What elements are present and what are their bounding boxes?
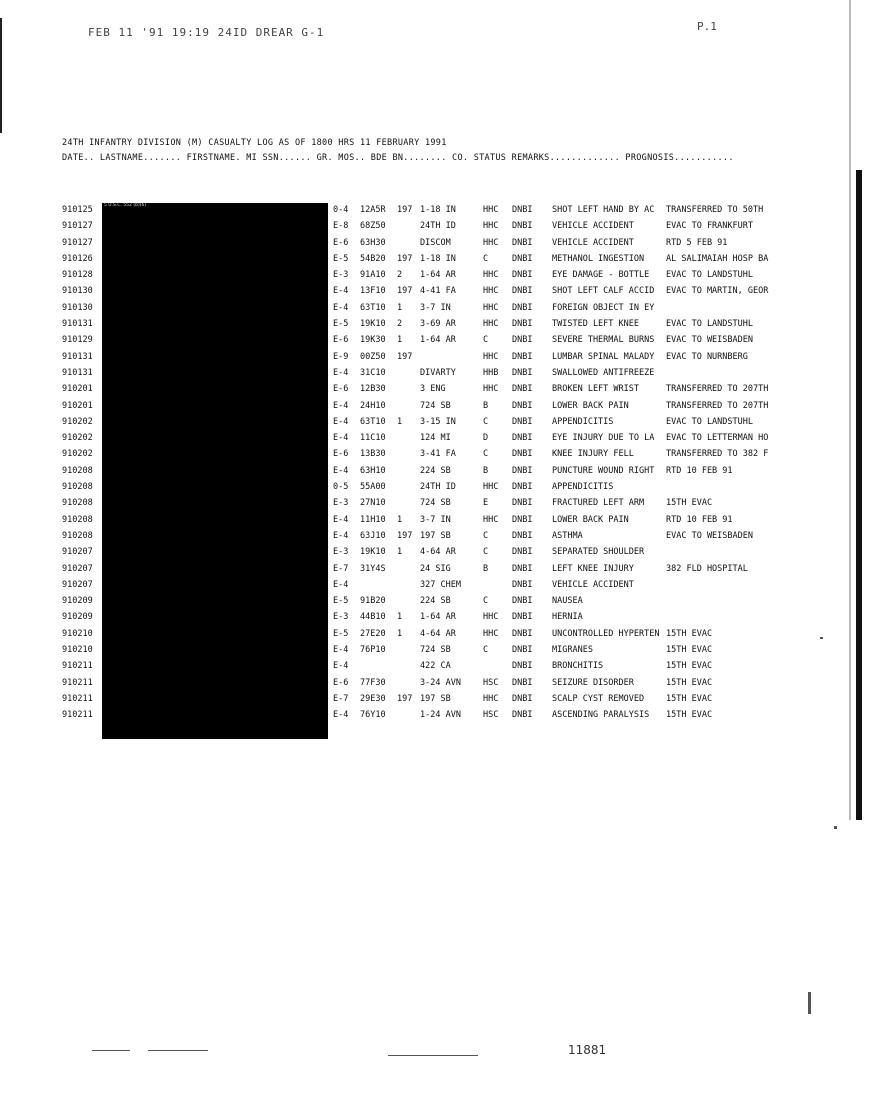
cell-mos: 19K10 (360, 547, 386, 558)
cell-mos: 13B30 (360, 449, 386, 460)
cell-gr: E-3 (333, 612, 349, 623)
cell-mos: 31C10 (360, 367, 386, 378)
cell-co: HSC (483, 677, 499, 688)
cell-status: DNBI (512, 400, 533, 411)
cell-bn: 197 SB (420, 693, 451, 704)
cell-mos: 77F30 (360, 677, 386, 688)
cell-gr: E-5 (333, 319, 349, 330)
cell-bde: 197 (397, 693, 413, 704)
cell-co: HHC (483, 351, 499, 362)
cell-mos: 27N10 (360, 498, 386, 509)
cell-gr: 0-4 (333, 205, 349, 215)
cell-bn: 3-7 IN (420, 302, 451, 313)
cell-status: DNBI (512, 270, 533, 281)
cell-co: HHC (483, 628, 499, 639)
cell-gr: E-4 (333, 661, 349, 672)
cell-co: HHC (483, 286, 499, 297)
cell-gr: E-6 (333, 449, 349, 460)
cell-remarks: MIGRANES (552, 645, 593, 656)
cell-remarks: KNEE INJURY FELL (552, 449, 634, 460)
cell-prognosis: EVAC TO MARTIN, GEOR (666, 286, 769, 297)
cell-bn: 4-64 AR (420, 628, 456, 639)
cell-remarks: LOWER BACK PAIN (552, 514, 629, 525)
right-page-edge (849, 0, 851, 820)
cell-co: C (483, 253, 489, 264)
cell-gr: E-3 (333, 498, 349, 509)
cell-prognosis: TRANSFERRED TO 207TH (666, 400, 769, 411)
cell-bn: 1-24 AVN (420, 710, 461, 721)
cell-prognosis: RTD 10 FEB 91 (666, 465, 733, 476)
cell-bn: 1-18 IN (420, 205, 456, 215)
cell-bn: 124 MI (420, 433, 451, 444)
cell-co: HSC (483, 710, 499, 721)
scan-speck (808, 992, 811, 1014)
cell-remarks: SEVERE THERMAL BURNS (552, 335, 655, 346)
cell-date: 910209 (62, 612, 93, 623)
cell-co: HHC (483, 237, 499, 248)
cell-mos: 19K30 (360, 335, 386, 346)
cell-date: 910207 (62, 563, 93, 574)
cell-date: 910208 (62, 465, 93, 476)
cell-bde: 2 (397, 319, 403, 330)
cell-prognosis: 15TH EVAC (666, 710, 713, 721)
cell-status: DNBI (512, 579, 533, 590)
cell-date: 910127 (62, 221, 93, 232)
cell-bn: 3 ENG (420, 384, 446, 395)
cell-co: C (483, 416, 489, 427)
left-page-edge (0, 18, 2, 133)
cell-gr: E-3 (333, 270, 349, 281)
cell-remarks: LOWER BACK PAIN (552, 400, 629, 411)
cell-bn: 3-41 FA (420, 449, 456, 460)
cell-remarks: TWISTED LEFT KNEE (552, 319, 639, 330)
cell-status: DNBI (512, 596, 533, 607)
cell-prognosis: 15TH EVAC (666, 645, 713, 656)
cell-status: DNBI (512, 482, 533, 493)
cell-bn: 1-64 AR (420, 612, 456, 623)
cell-bn: 724 SB (420, 645, 451, 656)
cell-prognosis: EVAC TO WEISBADEN (666, 335, 753, 346)
cell-remarks: HERNIA (552, 612, 583, 623)
cell-gr: E-6 (333, 335, 349, 346)
cell-remarks: VEHICLE ACCIDENT (552, 237, 634, 248)
cell-date: 910202 (62, 449, 93, 460)
cell-bn: 197 SB (420, 530, 451, 541)
cell-bde: 2 (397, 270, 403, 281)
cell-date: 910201 (62, 400, 93, 411)
cell-prognosis: TRANSFERRED TO 382 F (666, 449, 769, 460)
cell-status: DNBI (512, 319, 533, 330)
cell-remarks: SHOT LEFT CALF ACCID (552, 286, 655, 297)
cell-co: B (483, 563, 489, 574)
cell-remarks: UNCONTROLLED HYPERTEN (552, 628, 660, 639)
cell-bn: 3-7 IN (420, 514, 451, 525)
cell-date: 910208 (62, 498, 93, 509)
cell-status: DNBI (512, 286, 533, 297)
cell-co: C (483, 645, 489, 656)
cell-prognosis: EVAC TO LANDSTUHL (666, 416, 753, 427)
cell-status: DNBI (512, 547, 533, 558)
cell-co: HHC (483, 270, 499, 281)
cell-gr: E-7 (333, 693, 349, 704)
scan-speck (92, 1050, 130, 1051)
cell-bde: 197 (397, 530, 413, 541)
cell-date: 910125 (62, 205, 93, 215)
cell-gr: E-4 (333, 302, 349, 313)
cell-bn: 422 CA (420, 661, 451, 672)
cell-bde: 1 (397, 416, 403, 427)
cell-mos: 13F10 (360, 286, 386, 297)
cell-gr: E-5 (333, 596, 349, 607)
cell-status: DNBI (512, 416, 533, 427)
cell-date: 910208 (62, 530, 93, 541)
cell-prognosis: TRANSFERRED TO 207TH (666, 384, 769, 395)
cell-prognosis: 15TH EVAC (666, 677, 713, 688)
cell-remarks: FRACTURED LEFT ARM (552, 498, 645, 509)
cell-date: 910129 (62, 335, 93, 346)
cell-gr: E-5 (333, 628, 349, 639)
cell-co: HHC (483, 514, 499, 525)
cell-gr: E-4 (333, 433, 349, 444)
cell-prognosis: 15TH EVAC (666, 693, 713, 704)
cell-status: DNBI (512, 449, 533, 460)
cell-mos: 11H10 (360, 514, 386, 525)
cell-date: 910211 (62, 661, 93, 672)
cell-date: 910207 (62, 547, 93, 558)
cell-co: C (483, 335, 489, 346)
cell-co: HHC (483, 221, 499, 232)
cell-status: DNBI (512, 367, 533, 378)
cell-status: DNBI (512, 253, 533, 264)
cell-prognosis: EVAC TO LANDSTUHL (666, 270, 753, 281)
cell-date: 910131 (62, 351, 93, 362)
cell-bde: 1 (397, 612, 403, 623)
cell-mos: 11C10 (360, 433, 386, 444)
cell-status: DNBI (512, 530, 533, 541)
cell-date: 910201 (62, 384, 93, 395)
cell-status: DNBI (512, 693, 533, 704)
cell-mos: 76Y10 (360, 710, 386, 721)
cell-bde: 1 (397, 628, 403, 639)
page-number: P.1 (697, 20, 717, 33)
cell-mos: 12A5R (360, 205, 386, 215)
cell-gr: E-4 (333, 400, 349, 411)
cell-status: DNBI (512, 351, 533, 362)
cell-date: 910131 (62, 319, 93, 330)
cell-date: 910126 (62, 253, 93, 264)
cell-status: DNBI (512, 563, 533, 574)
cell-status: DNBI (512, 205, 533, 215)
cell-mos: 29E30 (360, 693, 386, 704)
cell-status: DNBI (512, 302, 533, 313)
cell-bde: 1 (397, 302, 403, 313)
cell-co: HHC (483, 384, 499, 395)
cell-gr: E-6 (333, 677, 349, 688)
cell-date: 910210 (62, 628, 93, 639)
cell-gr: E-4 (333, 710, 349, 721)
cell-mos: 12B30 (360, 384, 386, 395)
document-title: 24TH INFANTRY DIVISION (M) CASUALTY LOG AS OF 1800 HRS 11 FEBRUARY 1991 (62, 138, 447, 148)
redaction-block (102, 203, 328, 739)
cell-bde: 1 (397, 547, 403, 558)
cell-prognosis: RTD 5 FEB 91 (666, 237, 728, 248)
cell-mos: 63H30 (360, 237, 386, 248)
cell-mos: 31Y4S (360, 563, 386, 574)
cell-prognosis: EVAC TO LANDSTUHL (666, 319, 753, 330)
cell-gr: E-4 (333, 286, 349, 297)
cell-bde: 197 (397, 351, 413, 362)
cell-bn: 3-69 AR (420, 319, 456, 330)
cell-bn: 3-15 IN (420, 416, 456, 427)
cell-bn: 24TH ID (420, 482, 456, 493)
cell-gr: E-4 (333, 645, 349, 656)
cell-co: HHC (483, 612, 499, 623)
scan-speck (820, 637, 823, 639)
cell-mos: 63J10 (360, 530, 386, 541)
cell-prognosis: RTD 10 FEB 91 (666, 514, 733, 525)
cell-co: C (483, 530, 489, 541)
scan-speck (834, 826, 837, 829)
cell-mos: 44B10 (360, 612, 386, 623)
cell-remarks: PUNCTURE WOUND RIGHT (552, 465, 655, 476)
cell-gr: E-6 (333, 384, 349, 395)
cell-co: HHB (483, 367, 499, 378)
cell-gr: E-6 (333, 237, 349, 248)
cell-co: HHC (483, 693, 499, 704)
cell-mos: 63H10 (360, 465, 386, 476)
cell-remarks: SHOT LEFT HAND BY AC (552, 205, 655, 215)
cell-bn: 24TH ID (420, 221, 456, 232)
cell-co: C (483, 449, 489, 460)
cell-prognosis: 15TH EVAC (666, 661, 713, 672)
cell-co: E (483, 498, 489, 509)
cell-remarks: EYE INJURY DUE TO LA (552, 433, 655, 444)
cell-status: DNBI (512, 661, 533, 672)
cell-bn: 224 SB (420, 465, 451, 476)
cell-gr: E-4 (333, 530, 349, 541)
cell-status: DNBI (512, 384, 533, 395)
cell-mos: 91A10 (360, 270, 386, 281)
column-header: DATE.. LASTNAME....... FIRSTNAME. MI SSN...... GR. MOS.. BDE BN........ CO. STATUS REMARKS............. PROGNOSIS........... (62, 153, 734, 163)
cell-gr: E-4 (333, 514, 349, 525)
cell-date: 910211 (62, 693, 93, 704)
cell-prognosis: 382 FLD HOSPITAL (666, 563, 748, 574)
scan-speck (148, 1050, 208, 1051)
cell-remarks: BRONCHITIS (552, 661, 604, 672)
cell-status: DNBI (512, 498, 533, 509)
cell-remarks: NAUSEA (552, 596, 583, 607)
cell-mos: 63T10 (360, 302, 386, 313)
cell-remarks: SEPARATED SHOULDER (552, 547, 645, 558)
fax-header: FEB 11 '91 19:19 24ID DREAR G-1 (88, 26, 325, 39)
cell-bn: 24 SIG (420, 563, 451, 574)
cell-bn: 3-24 AVN (420, 677, 461, 688)
cell-mos: 91B20 (360, 596, 386, 607)
cell-prognosis: 15TH EVAC (666, 498, 713, 509)
cell-gr: E-4 (333, 465, 349, 476)
cell-co: C (483, 547, 489, 558)
cell-date: 910202 (62, 416, 93, 427)
cell-bde: 197 (397, 205, 413, 215)
cell-gr: E-5 (333, 253, 349, 264)
cell-remarks: SCALP CYST REMOVED (552, 693, 645, 704)
cell-gr: E-3 (333, 547, 349, 558)
cell-date: 910209 (62, 596, 93, 607)
cell-date: 910207 (62, 579, 93, 590)
cell-co: B (483, 465, 489, 476)
cell-status: DNBI (512, 514, 533, 525)
cell-date: 910208 (62, 482, 93, 493)
cell-status: DNBI (512, 612, 533, 623)
cell-date: 910202 (62, 433, 93, 444)
cell-gr: E-4 (333, 367, 349, 378)
cell-co: B (483, 400, 489, 411)
cell-status: DNBI (512, 237, 533, 248)
cell-status: DNBI (512, 335, 533, 346)
cell-bn: 224 SB (420, 596, 451, 607)
cell-prognosis: 15TH EVAC (666, 628, 713, 639)
cell-co: D (483, 433, 489, 444)
cell-prognosis: EVAC TO NURNBERG (666, 351, 748, 362)
cell-prognosis: EVAC TO LETTERMAN HO (666, 433, 769, 444)
cell-remarks: EYE DAMAGE - BOTTLE (552, 270, 650, 281)
cell-status: DNBI (512, 628, 533, 639)
cell-remarks: APPENDICITIS (552, 482, 614, 493)
cell-remarks: FOREIGN OBJECT IN EY (552, 302, 655, 313)
cell-bde: 1 (397, 335, 403, 346)
cell-co: C (483, 596, 489, 607)
cell-remarks: ASCENDING PARALYSIS (552, 710, 650, 721)
cell-bn: 724 SB (420, 400, 451, 411)
cell-mos: 76P10 (360, 645, 386, 656)
cell-bn: DIVARTY (420, 367, 456, 378)
cell-co: HHC (483, 482, 499, 493)
cell-mos: 19K10 (360, 319, 386, 330)
cell-co: HHC (483, 302, 499, 313)
cell-remarks: ASTHMA (552, 530, 583, 541)
cell-remarks: SWALLOWED ANTIFREEZE (552, 367, 655, 378)
cell-date: 910211 (62, 677, 93, 688)
cell-remarks: APPENDICITIS (552, 416, 614, 427)
cell-bde: 197 (397, 286, 413, 297)
cell-bn: 327 CHEM (420, 579, 461, 590)
cell-date: 910127 (62, 237, 93, 248)
cell-date: 910211 (62, 710, 93, 721)
right-scan-band (856, 170, 862, 820)
cell-date: 910208 (62, 514, 93, 525)
cell-co: HHC (483, 205, 499, 215)
cell-prognosis: TRANSFERRED TO 50TH (666, 205, 764, 215)
cell-gr: E-4 (333, 416, 349, 427)
cell-status: DNBI (512, 221, 533, 232)
cell-bn: DISCOM (420, 237, 451, 248)
cell-mos: 55A00 (360, 482, 386, 493)
cell-prognosis: EVAC TO FRANKFURT (666, 221, 753, 232)
cell-gr: 0-5 (333, 482, 349, 493)
cell-status: DNBI (512, 433, 533, 444)
cell-bde: 197 (397, 253, 413, 264)
cell-bn: 1-64 AR (420, 335, 456, 346)
cell-co: HHC (483, 319, 499, 330)
cell-remarks: SEIZURE DISORDER (552, 677, 634, 688)
cell-mos: 54B20 (360, 253, 386, 264)
cell-bn: 724 SB (420, 498, 451, 509)
cell-mos: 27E20 (360, 628, 386, 639)
scan-speck (388, 1055, 478, 1056)
cell-remarks: VEHICLE ACCIDENT (552, 579, 634, 590)
cell-bn: 4-64 AR (420, 547, 456, 558)
cell-status: DNBI (512, 645, 533, 656)
cell-bn: 1-64 AR (420, 270, 456, 281)
cell-remarks: LUMBAR SPINAL MALADY (552, 351, 655, 362)
cell-bn: 4-41 FA (420, 286, 456, 297)
cell-date: 910130 (62, 286, 93, 297)
cell-date: 910128 (62, 270, 93, 281)
cell-date: 910210 (62, 645, 93, 656)
document-stamp: 11881 (568, 1043, 607, 1057)
cell-status: DNBI (512, 710, 533, 721)
cell-mos: 68Z50 (360, 221, 386, 232)
cell-prognosis: EVAC TO WEISBADEN (666, 530, 753, 541)
cell-gr: E-9 (333, 351, 349, 362)
cell-remarks: LEFT KNEE INJURY (552, 563, 634, 574)
cell-bn: 1-18 IN (420, 253, 456, 264)
cell-prognosis: AL SALIMAIAH HOSP BA (666, 253, 769, 264)
redaction-label: 5 U.S.C. 552 (b)(6) (104, 203, 147, 208)
cell-status: DNBI (512, 465, 533, 476)
cell-gr: E-4 (333, 579, 349, 590)
cell-gr: E-8 (333, 221, 349, 232)
cell-remarks: METHANOL INGESTION (552, 253, 645, 264)
cell-mos: 63T10 (360, 416, 386, 427)
cell-date: 910131 (62, 367, 93, 378)
cell-gr: E-7 (333, 563, 349, 574)
cell-mos: 00Z50 (360, 351, 386, 362)
cell-remarks: BROKEN LEFT WRIST (552, 384, 639, 395)
cell-date: 910130 (62, 302, 93, 313)
cell-status: DNBI (512, 677, 533, 688)
cell-mos: 24H10 (360, 400, 386, 411)
cell-bde: 1 (397, 514, 403, 525)
cell-remarks: VEHICLE ACCIDENT (552, 221, 634, 232)
